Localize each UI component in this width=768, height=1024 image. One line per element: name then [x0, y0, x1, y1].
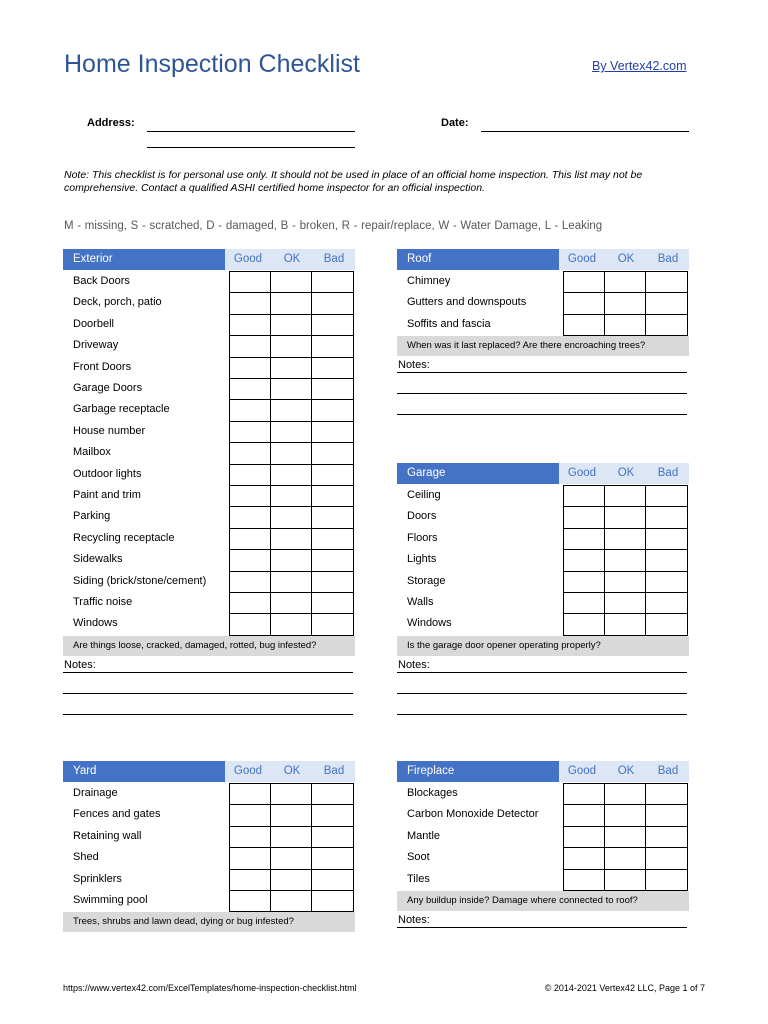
checklist-item-label: Gutters and downspouts: [407, 296, 527, 309]
address-input-line-1[interactable]: [147, 131, 355, 132]
rating-cell-bad[interactable]: [311, 869, 354, 891]
rating-cell-good[interactable]: [229, 378, 272, 400]
page-title: Home Inspection Checklist: [64, 50, 360, 78]
checklist-row: [63, 335, 355, 356]
rating-cell-ok[interactable]: [604, 592, 647, 614]
rating-cell-bad[interactable]: [645, 592, 688, 614]
checklist-item-label: Fences and gates: [73, 808, 161, 821]
checklist-row: [397, 826, 689, 847]
fireplace-notes-line[interactable]: [397, 927, 687, 928]
checklist-row: [397, 783, 689, 804]
rating-cell-good[interactable]: [563, 571, 606, 593]
column-header-bad: Bad: [313, 761, 355, 782]
rating-cell-bad[interactable]: [645, 869, 688, 891]
rating-cell-good[interactable]: [229, 549, 272, 571]
rating-cell-ok[interactable]: [270, 464, 313, 486]
rating-cell-good[interactable]: [563, 506, 606, 528]
address-label: Address:: [87, 117, 135, 129]
checklist-item-label: Front Doors: [73, 360, 132, 373]
rating-cell-good[interactable]: [229, 528, 272, 550]
rating-cell-bad[interactable]: [311, 528, 354, 550]
exterior-title: Exterior: [63, 249, 225, 270]
rating-cell-bad[interactable]: [311, 592, 354, 614]
roof-notes-line[interactable]: [397, 372, 687, 373]
checklist-item-label: Windows: [73, 617, 118, 630]
rating-cell-bad[interactable]: [645, 613, 688, 635]
exterior-notes-line[interactable]: [63, 693, 353, 694]
rating-cell-good[interactable]: [229, 399, 272, 421]
checklist-item-label: Deck, porch, patio: [73, 296, 162, 309]
checklist-row: [397, 549, 689, 570]
checklist-row: [397, 571, 689, 592]
rating-cell-ok[interactable]: [270, 571, 313, 593]
fireplace-title: Fireplace: [397, 761, 559, 782]
rating-cell-bad[interactable]: [311, 442, 354, 464]
rating-cell-ok[interactable]: [270, 613, 313, 635]
rating-cell-good[interactable]: [229, 485, 272, 507]
rating-cell-ok[interactable]: [604, 869, 647, 891]
rating-cell-bad[interactable]: [311, 421, 354, 443]
garage-title: Garage: [397, 463, 559, 484]
checklist-row: [63, 357, 355, 378]
rating-cell-bad[interactable]: [311, 292, 354, 314]
column-header-good: Good: [559, 761, 605, 782]
rating-cell-good[interactable]: [563, 592, 606, 614]
rating-cell-bad[interactable]: [645, 528, 688, 550]
rating-cell-bad[interactable]: [311, 485, 354, 507]
checklist-item-label: Garage Doors: [73, 382, 143, 394]
column-header-bad: Bad: [647, 249, 689, 270]
roof-header: [397, 249, 689, 270]
rating-cell-ok[interactable]: [270, 421, 313, 443]
rating-cell-good[interactable]: [563, 613, 606, 635]
checklist-item-label: Floors: [407, 531, 438, 544]
rating-cell-good[interactable]: [229, 783, 272, 805]
garage-notes-line[interactable]: [397, 693, 687, 694]
column-header-good: Good: [225, 249, 271, 270]
column-header-bad: Bad: [647, 761, 689, 782]
rating-cell-bad[interactable]: [311, 399, 354, 421]
checklist-row: [63, 804, 355, 825]
checklist-item-label: Chimney: [407, 275, 451, 287]
checklist-row: [63, 314, 355, 335]
rating-cell-ok[interactable]: [270, 869, 313, 891]
rating-cell-ok[interactable]: [604, 528, 647, 550]
rating-cell-bad[interactable]: [311, 464, 354, 486]
rating-cell-ok[interactable]: [604, 571, 647, 593]
checklist-item-label: Lights: [407, 553, 437, 566]
checklist-item-label: Outdoor lights: [73, 467, 142, 480]
rating-cell-ok[interactable]: [270, 335, 313, 357]
roof-notes-label: Notes:: [398, 359, 430, 372]
rating-cell-bad[interactable]: [645, 292, 688, 314]
checklist-item-label: Retaining wall: [73, 829, 142, 842]
rating-cell-bad[interactable]: [311, 890, 354, 912]
rating-cell-good[interactable]: [563, 292, 606, 314]
footer-url: https://www.vertex42.com/ExcelTemplates/home-inspection-checklist.html: [63, 983, 357, 993]
footer-copyright: © 2014-2021 Vertex42 LLC, Page 1 of 7: [544, 983, 705, 993]
rating-cell-bad[interactable]: [311, 613, 354, 635]
exterior-header: [63, 249, 355, 270]
checklist-item-label: Parking: [73, 510, 111, 523]
rating-cell-ok[interactable]: [604, 613, 647, 635]
rating-cell-bad[interactable]: [645, 485, 688, 507]
rating-cell-ok[interactable]: [270, 783, 313, 805]
rating-cell-ok[interactable]: [270, 847, 313, 869]
checklist-item-label: Carbon Monoxide Detector: [407, 808, 539, 821]
rating-cell-good[interactable]: [563, 549, 606, 571]
rating-cell-bad[interactable]: [645, 549, 688, 571]
rating-cell-bad[interactable]: [645, 571, 688, 593]
checklist-row: [397, 314, 689, 335]
rating-cell-ok[interactable]: [270, 292, 313, 314]
exterior-notes-label: Notes:: [64, 658, 96, 671]
rating-cell-ok[interactable]: [270, 826, 313, 848]
rating-cell-good[interactable]: [563, 528, 606, 550]
rating-cell-ok[interactable]: [604, 506, 647, 528]
checklist-row: [397, 804, 689, 825]
yard-title: Yard: [63, 761, 225, 782]
rating-cell-good[interactable]: [229, 506, 272, 528]
rating-cell-ok[interactable]: [270, 528, 313, 550]
rating-cell-ok[interactable]: [604, 549, 647, 571]
rating-cell-ok[interactable]: [270, 592, 313, 614]
checklist-item-label: Paint and trim: [73, 489, 141, 501]
garage-notes-label: Notes:: [398, 658, 430, 671]
rating-cell-ok[interactable]: [604, 847, 647, 869]
exterior-notes-line[interactable]: [63, 714, 353, 715]
yard-header: [63, 761, 355, 782]
checklist-item-label: Swimming pool: [73, 894, 148, 906]
rating-cell-good[interactable]: [229, 826, 272, 848]
checklist-item-label: Walls: [407, 596, 434, 608]
rating-cell-ok[interactable]: [270, 804, 313, 826]
rating-cell-good[interactable]: [563, 783, 606, 805]
rating-cell-ok[interactable]: [270, 271, 313, 293]
checklist-row: [397, 613, 689, 634]
checklist-item-label: Windows: [407, 617, 452, 630]
checklist-item-label: Blockages: [407, 787, 458, 799]
checklist-item-label: Soffits and fascia: [407, 317, 491, 330]
vertex42-link[interactable]: By Vertex42.com: [592, 59, 687, 73]
column-header-ok: OK: [605, 249, 647, 270]
rating-cell-ok[interactable]: [270, 549, 313, 571]
rating-cell-good[interactable]: [563, 314, 606, 336]
rating-cell-ok[interactable]: [604, 314, 647, 336]
checklist-item-label: Tiles: [407, 872, 430, 885]
checklist-row: [63, 549, 355, 570]
checklist-row: [63, 571, 355, 592]
roof-notes-line[interactable]: [397, 393, 687, 394]
address-input-line-2[interactable]: [147, 147, 355, 148]
column-header-good: Good: [225, 761, 271, 782]
rating-cell-ok[interactable]: [604, 826, 647, 848]
rating-cell-bad[interactable]: [311, 826, 354, 848]
column-header-ok: OK: [271, 761, 313, 782]
rating-cell-bad[interactable]: [311, 314, 354, 336]
garage-notes-line[interactable]: [397, 672, 687, 673]
checklist-item-label: Back Doors: [73, 275, 130, 287]
checklist-row: [63, 378, 355, 399]
checklist-item-label: Traffic noise: [73, 596, 133, 608]
rating-cell-bad[interactable]: [311, 378, 354, 400]
fireplace-question: Any buildup inside? Damage where connected to roof?: [397, 891, 689, 911]
checklist-item-label: Driveway: [73, 339, 119, 352]
date-input-line[interactable]: [481, 131, 689, 132]
checklist-row: [397, 292, 689, 313]
column-header-bad: Bad: [313, 249, 355, 270]
rating-cell-good[interactable]: [563, 847, 606, 869]
rating-cell-good[interactable]: [229, 314, 272, 336]
rating-cell-bad[interactable]: [311, 847, 354, 869]
disclaimer-note: Note: This checklist is for personal use only. It should not be used in place of an official home inspection. This list may not be comprehensive. Contact a qualified ASHI certified home inspector for an official inspection.: [64, 169, 643, 194]
rating-cell-good[interactable]: [229, 847, 272, 869]
date-label: Date:: [441, 117, 469, 129]
rating-cell-bad[interactable]: [645, 826, 688, 848]
checklist-row: [63, 464, 355, 485]
rating-cell-good[interactable]: [229, 271, 272, 293]
rating-cell-bad[interactable]: [311, 357, 354, 379]
checklist-item-label: Doors: [407, 510, 437, 523]
checklist-item-label: Sprinklers: [73, 872, 122, 885]
rating-cell-ok[interactable]: [270, 506, 313, 528]
rating-cell-ok[interactable]: [270, 357, 313, 379]
exterior-question: Are things loose, cracked, damaged, rotted, bug infested?: [63, 636, 355, 656]
rating-cell-ok[interactable]: [604, 271, 647, 293]
fireplace-header: [397, 761, 689, 782]
checklist-item-label: Soot: [407, 851, 430, 864]
checklist-row: [397, 847, 689, 868]
rating-cell-ok[interactable]: [270, 890, 313, 912]
roof-notes-line[interactable]: [397, 414, 687, 415]
checklist-item-label: Garbage receptacle: [73, 403, 170, 416]
checklist-row: [63, 847, 355, 868]
rating-cell-good[interactable]: [229, 804, 272, 826]
rating-cell-bad[interactable]: [645, 847, 688, 869]
checklist-row: [397, 869, 689, 890]
checklist-item-label: Mantle: [407, 829, 441, 842]
roof-title: Roof: [397, 249, 559, 270]
checklist-row: [63, 442, 355, 463]
checklist-row: [63, 292, 355, 313]
roof-question: When was it last replaced? Are there encroaching trees?: [397, 336, 689, 356]
rating-cell-good[interactable]: [229, 442, 272, 464]
rating-cell-bad[interactable]: [311, 506, 354, 528]
checklist-row: [63, 783, 355, 804]
column-header-good: Good: [559, 463, 605, 484]
rating-cell-bad[interactable]: [311, 783, 354, 805]
checklist-row: [63, 421, 355, 442]
checklist-row: [63, 592, 355, 613]
rating-cell-good[interactable]: [563, 869, 606, 891]
rating-cell-good[interactable]: [229, 464, 272, 486]
rating-cell-ok[interactable]: [270, 378, 313, 400]
checklist-item-label: Shed: [73, 851, 99, 864]
checklist-row: [63, 826, 355, 847]
checklist-item-label: Siding (brick/stone/cement): [73, 574, 207, 587]
rating-cell-good[interactable]: [229, 357, 272, 379]
garage-question: Is the garage door opener operating properly?: [397, 636, 689, 656]
checklist-row: [63, 271, 355, 292]
rating-cell-bad[interactable]: [311, 571, 354, 593]
rating-cell-good[interactable]: [563, 804, 606, 826]
rating-cell-good[interactable]: [229, 592, 272, 614]
rating-cell-bad[interactable]: [311, 271, 354, 293]
rating-cell-bad[interactable]: [645, 804, 688, 826]
column-header-bad: Bad: [647, 463, 689, 484]
column-header-ok: OK: [605, 761, 647, 782]
rating-cell-good[interactable]: [563, 271, 606, 293]
rating-cell-good[interactable]: [229, 335, 272, 357]
rating-cell-good[interactable]: [229, 292, 272, 314]
checklist-row: [63, 890, 355, 911]
rating-cell-bad[interactable]: [645, 783, 688, 805]
rating-cell-good[interactable]: [229, 890, 272, 912]
checklist-row: [63, 399, 355, 420]
rating-cell-ok[interactable]: [270, 442, 313, 464]
checklist-row: [397, 506, 689, 527]
checklist-row: [63, 869, 355, 890]
fireplace-notes-label: Notes:: [398, 914, 430, 926]
rating-cell-bad[interactable]: [311, 804, 354, 826]
rating-cell-ok[interactable]: [604, 485, 647, 507]
rating-cell-bad[interactable]: [311, 549, 354, 571]
checklist-row: [63, 506, 355, 527]
rating-cell-ok[interactable]: [604, 804, 647, 826]
rating-cell-bad[interactable]: [645, 314, 688, 336]
rating-cell-good[interactable]: [229, 869, 272, 891]
condition-legend: M - missing, S - scratched, D - damaged, B - broken, R - repair/replace, W - Water Damage, L - Leaking: [64, 220, 603, 232]
garage-notes-line[interactable]: [397, 714, 687, 715]
checklist-item-label: Ceiling: [407, 489, 441, 501]
rating-cell-bad[interactable]: [645, 506, 688, 528]
checklist-item-label: Recycling receptacle: [73, 531, 175, 544]
checklist-row: [397, 592, 689, 613]
rating-cell-good[interactable]: [229, 613, 272, 635]
rating-cell-good[interactable]: [563, 826, 606, 848]
rating-cell-ok[interactable]: [270, 314, 313, 336]
rating-cell-bad[interactable]: [311, 335, 354, 357]
checklist-item-label: Sidewalks: [73, 553, 123, 566]
checklist-item-label: Mailbox: [73, 446, 111, 459]
checklist-row: [397, 528, 689, 549]
checklist-item-label: Drainage: [73, 787, 118, 799]
yard-question: Trees, shrubs and lawn dead, dying or bug infested?: [63, 912, 355, 932]
checklist-row: [63, 613, 355, 634]
rating-cell-good[interactable]: [229, 571, 272, 593]
checklist-item-label: Doorbell: [73, 317, 114, 330]
checklist-item-label: Storage: [407, 574, 446, 587]
column-header-ok: OK: [271, 249, 313, 270]
garage-header: [397, 463, 689, 484]
checklist-item-label: House number: [73, 424, 146, 437]
checklist-row: [397, 485, 689, 506]
checklist-row: [397, 271, 689, 292]
rating-cell-ok[interactable]: [604, 783, 647, 805]
column-header-good: Good: [559, 249, 605, 270]
checklist-row: [63, 528, 355, 549]
column-header-ok: OK: [605, 463, 647, 484]
rating-cell-bad[interactable]: [645, 271, 688, 293]
rating-cell-ok[interactable]: [604, 292, 647, 314]
rating-cell-good[interactable]: [563, 485, 606, 507]
exterior-notes-line[interactable]: [63, 672, 353, 673]
rating-cell-ok[interactable]: [270, 399, 313, 421]
checklist-row: [63, 485, 355, 506]
rating-cell-good[interactable]: [229, 421, 272, 443]
rating-cell-ok[interactable]: [270, 485, 313, 507]
